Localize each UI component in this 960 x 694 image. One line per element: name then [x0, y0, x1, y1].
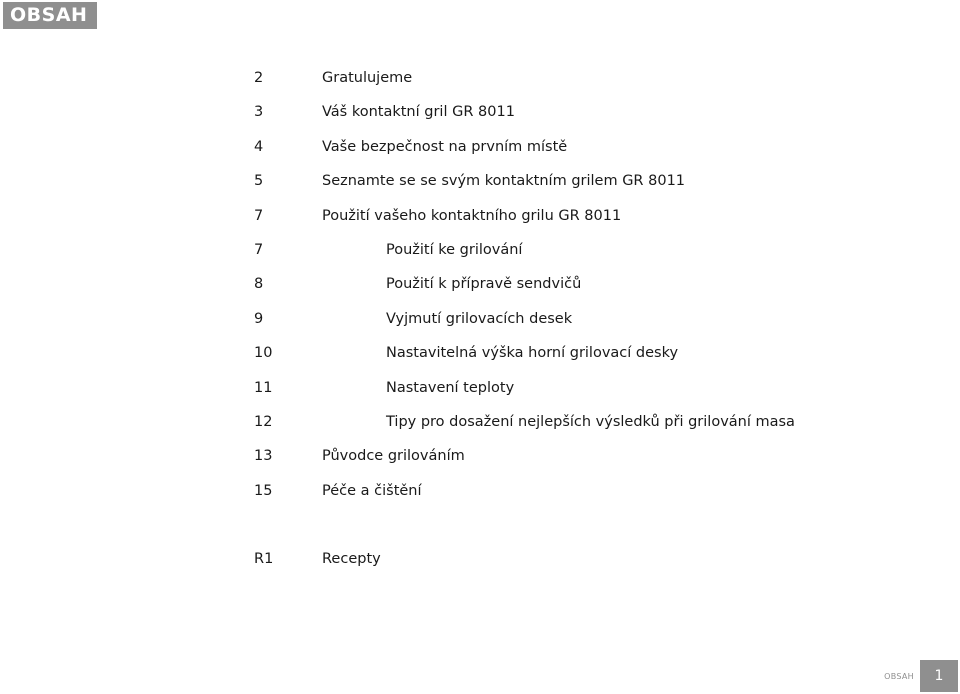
toc-page-number: 9	[254, 310, 264, 327]
toc-subentry[interactable]	[252, 238, 932, 272]
toc-subentry-title: Použití k přípravě sendvičů	[386, 276, 582, 293]
page-footer	[884, 660, 958, 692]
toc-entry[interactable]	[252, 135, 932, 169]
toc-page-number: R1	[254, 551, 274, 568]
toc-page-number: 8	[254, 276, 264, 293]
toc-page-number: 3	[254, 104, 264, 121]
toc-subentry-title: Nastavení teploty	[386, 379, 515, 396]
toc-subentry[interactable]	[252, 410, 932, 444]
toc-entry-title: Použití vašeho kontaktního grilu GR 8011	[322, 207, 622, 224]
toc-page-number: 2	[254, 70, 264, 86]
toc-page-number: 10	[254, 345, 273, 362]
toc-entry[interactable]	[252, 479, 932, 513]
toc-page-number: 7	[254, 207, 264, 224]
toc-page-number: 15	[254, 482, 273, 499]
toc-subentry-title: Vyjmutí grilovacích desek	[386, 310, 573, 327]
page-number: 1	[934, 668, 944, 684]
table-of-contents	[252, 66, 932, 582]
toc-entry-title: Recepty	[322, 551, 381, 568]
toc-entry-title: Vaše bezpečnost na prvním místě	[322, 138, 568, 155]
toc-entry[interactable]	[252, 444, 932, 478]
toc-entry-title: Gratulujeme	[322, 70, 413, 86]
toc-entry[interactable]	[252, 100, 932, 134]
toc-subentry[interactable]	[252, 272, 932, 306]
toc-page-number: 11	[254, 379, 273, 396]
footer-section-label: OBSAH	[884, 671, 914, 681]
toc-entry-title: Váš kontaktní gril GR 8011	[322, 104, 515, 121]
toc-page-number: 13	[254, 448, 273, 465]
toc-entry-title: Seznamte se se svým kontaktním grilem GR 8011	[322, 173, 686, 190]
section-header-tab	[3, 2, 97, 29]
toc-subentry-title: Nastavitelná výška horní grilovací desky	[386, 345, 679, 362]
toc-entry[interactable]	[252, 66, 932, 100]
page-number-badge	[920, 660, 958, 692]
toc-subentry[interactable]	[252, 307, 932, 341]
section-title: OBSAH	[10, 4, 88, 26]
toc-page-number: 7	[254, 241, 264, 258]
toc-entry[interactable]	[252, 204, 932, 238]
toc-entry-title: Původce grilováním	[322, 448, 465, 465]
toc-entry-title: Péče a čištění	[322, 482, 422, 499]
toc-spacer	[252, 513, 932, 547]
toc-page-number: 12	[254, 413, 273, 430]
toc-entry[interactable]	[252, 169, 932, 203]
toc-subentry[interactable]	[252, 341, 932, 375]
toc-subentry-title: Použití ke grilování	[386, 241, 523, 258]
toc-subentry-title: Tipy pro dosažení nejlepších výsledků při grilování masa	[386, 413, 795, 430]
toc-page-number: 4	[254, 138, 264, 155]
toc-page-number: 5	[254, 173, 264, 190]
toc-appendix-entry[interactable]	[252, 547, 932, 581]
toc-subentry[interactable]	[252, 376, 932, 410]
